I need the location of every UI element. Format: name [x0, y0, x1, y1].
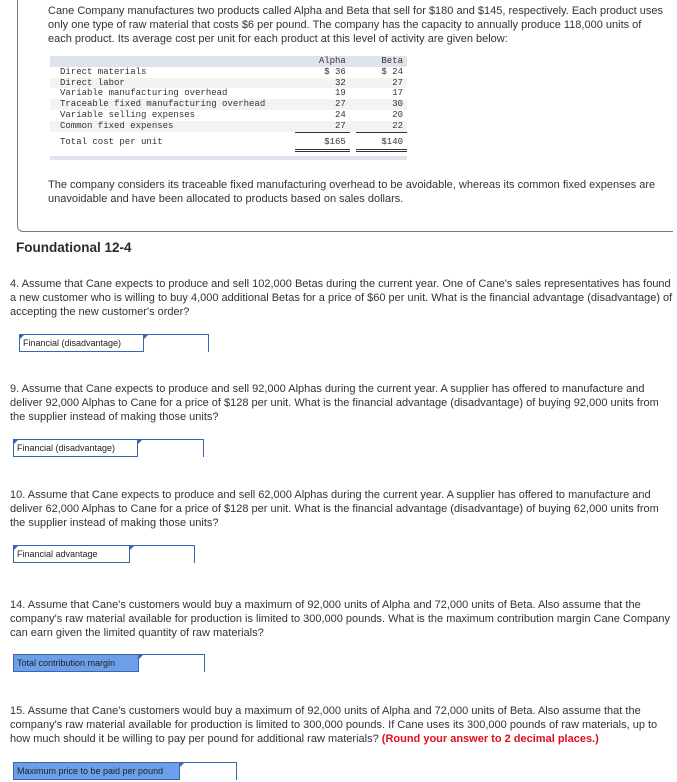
table-row: [50, 88, 407, 99]
rounding-instruction: (Round your answer to 2 decimal places.): [381, 733, 599, 745]
table-row: [50, 67, 407, 78]
answer-input-q14[interactable]: [139, 658, 204, 674]
beta-value: $ 24: [356, 67, 407, 78]
beta-value: 30: [356, 99, 407, 110]
table-row: [50, 78, 407, 89]
answer-input-q15[interactable]: [180, 766, 236, 782]
alpha-value: 27: [295, 99, 349, 110]
alpha-value: 27: [295, 121, 349, 132]
corner-marker-icon: [130, 546, 134, 550]
intro-paragraph: Cane Company manufactures two products called Alpha and Beta that sell for $180 and $145, respectively. Each product uses only one type of raw material that costs $6 per pound. The company has the capacity to annually produce 118,000 units of each product. Its average cost per unit for each product at this level of activity are given below:: [48, 5, 663, 45]
table-row: [50, 121, 407, 132]
alpha-value: 19: [295, 88, 349, 99]
corner-marker-icon: [14, 440, 18, 444]
question-4: 4. Assume that Cane expects to produce and sell 102,000 Betas during the current year. One of Cane's sales representatives has found a new customer who is willing to buy 4,000 additional Betas for a price of $60 per unit. What is the financial advantage (disadvantage) of accepting the new customer's order?: [10, 278, 673, 318]
question-14: 14. Assume that Cane's customers would buy a maximum of 92,000 units of Alpha and 72,000 units of Beta. Also assume that the company's raw material available for production is limited to 300,000 pounds. What is the maximum contribution margin Cane Company can earn given the limited quantity of raw materials?: [10, 599, 670, 639]
row-label: Direct materials: [50, 67, 295, 78]
row-label: Variable selling expenses: [50, 110, 295, 121]
answer-label: Total contribution margin: [14, 655, 139, 671]
beta-value: 17: [356, 88, 407, 99]
alpha-value: $ 36: [295, 67, 349, 78]
row-label: Variable manufacturing overhead: [50, 88, 295, 99]
table-total-row: [50, 132, 407, 150]
section-title: Foundational 12-4: [16, 240, 132, 255]
table-row: [50, 99, 407, 110]
corner-marker-icon: [20, 335, 24, 339]
question-15: [10, 704, 674, 746]
corner-marker-icon: [138, 440, 142, 444]
alpha-value: 24: [295, 110, 349, 121]
answer-label: Financial (disadvantage): [20, 335, 144, 351]
cost-table: [50, 56, 407, 160]
answer-row-q10: [13, 545, 195, 563]
table-footer-bar: [50, 156, 407, 160]
row-label: Common fixed expenses: [50, 121, 295, 132]
corner-marker-icon: [180, 763, 184, 767]
table-header-alpha: Alpha: [295, 56, 349, 67]
intro-paragraph-2: The company considers its traceable fixed manufacturing overhead to be avoidable, whereas its common fixed expenses are unavoidable and have been allocated to products based on sales dollars.: [48, 179, 656, 205]
corner-marker-icon: [14, 546, 18, 550]
table-header-beta: Beta: [356, 56, 407, 67]
beta-value: 22: [356, 121, 407, 132]
answer-input-q4[interactable]: [144, 338, 208, 354]
answer-label: Financial (disadvantage): [14, 440, 138, 456]
corner-marker-icon: [139, 655, 143, 659]
beta-value: 20: [356, 110, 407, 121]
table-row: [50, 110, 407, 121]
table-header-row: [50, 56, 407, 67]
answer-row-q14: [13, 654, 205, 672]
question-15-text: 15. Assume that Cane's customers would buy a maximum of 92,000 units of Alpha and 72,000 units of Beta. Also assume that the company's raw material available for production is limited to 300,000 pounds. If Cane uses its 300,000 pounds of raw materials, up to how much should it be willing to pay per pound for additional raw materials?: [10, 705, 658, 745]
alpha-total: $165: [295, 132, 349, 150]
total-label: Total cost per unit: [50, 132, 295, 150]
answer-label: Financial advantage: [14, 546, 130, 562]
alpha-value: 32: [295, 78, 349, 89]
answer-label: Maximum price to be paid per pound: [14, 763, 180, 779]
question-9: 9. Assume that Cane expects to produce and sell 92,000 Alphas during the current year. A supplier has offered to manufacture and deliver 92,000 Alphas to Cane for a price of $128 per unit. What is the financial advantage (disadvantage) of buying 92,000 units from the supplier instead of making those units?: [10, 383, 659, 423]
answer-row-q15: [13, 762, 237, 780]
row-label: Traceable fixed manufacturing overhead: [50, 99, 295, 110]
beta-value: 27: [356, 78, 407, 89]
answer-input-q10[interactable]: [130, 549, 194, 565]
beta-total: $140: [356, 132, 407, 150]
question-10: 10. Assume that Cane expects to produce and sell 62,000 Alphas during the current year. A supplier has offered to manufacture and deliver 62,000 Alphas to Cane for a price of $128 per unit. What is the financial advantage (disadvantage) of buying 62,000 units from the supplier instead of making those units?: [10, 489, 659, 529]
answer-row-q4: [19, 334, 209, 352]
table-header-label: [50, 56, 295, 67]
answer-row-q9: [13, 439, 204, 457]
answer-input-q9[interactable]: [138, 443, 203, 459]
corner-marker-icon: [144, 335, 148, 339]
row-label: Direct labor: [50, 78, 295, 89]
